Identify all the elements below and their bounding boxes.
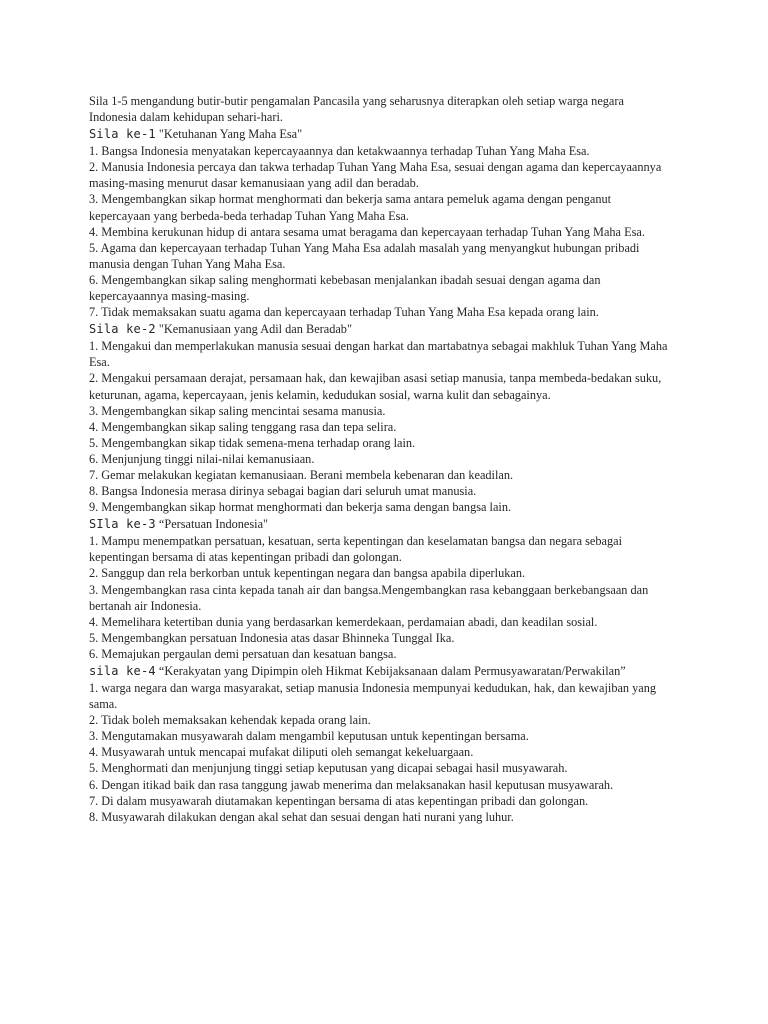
item-list [89, 338, 669, 515]
section-heading-title: “Kerakyatan yang Dipimpin oleh Hikmat Kebijaksanaan dalam Permusyawaratan/Perwakilan” [158, 664, 626, 678]
list-item: 3. Mengembangkan sikap hormat menghormati dan bekerja sama antara pemeluk agama dengan penganut kepercayaan yang berbeda-beda terhadap Tuhan Yang Maha Esa. [89, 192, 612, 223]
list-item: 2. Mengakui persamaan derajat, persamaan hak, dan kewajiban asasi setiap manusia, tanpa membeda-bedakan suku, keturunan, agama, kepercayaan, jenis kelamin, kedudukan sosial, warna kulit dan sebagainya. [89, 371, 662, 402]
list-item: 3. Mengembangkan rasa cinta kepada tanah air dan bangsa.Mengembangkan rasa kebanggaan berkebangsaan dan bertanah air Indonesia. [89, 582, 649, 613]
list-item: 5. Mengembangkan sikap tidak semena-mena terhadap orang lain. [89, 435, 416, 450]
intro-paragraph: Sila 1-5 mengandung butir-butir pengamalan Pancasila yang seharusnya diterapkan oleh setiap warga negara Indonesia dalam kehidupan sehari-hari. [89, 94, 624, 125]
section-heading-prefix: SIla ke-3 [89, 517, 156, 532]
list-item: 7. Tidak memaksakan suatu agama dan kepercayaan terhadap Tuhan Yang Maha Esa kepada orang lain. [89, 305, 599, 320]
list-item: 2. Sanggup dan rela berkorban untuk kepentingan negara dan bangsa apabila diperlukan. [89, 566, 526, 581]
section-heading-prefix: Sila ke-2 [89, 322, 156, 337]
section-heading [89, 320, 669, 338]
list-item: 3. Mengutamakan musyawarah dalam mengambil keputusan untuk kepentingan bersama. [89, 729, 529, 744]
list-item: 4. Memelihara ketertiban dunia yang berdasarkan kemerdekaan, perdamaian abadi, dan keadilan sosial. [89, 614, 598, 629]
section-heading [89, 125, 669, 143]
list-item: 1. Mengakui dan memperlakukan manusia sesuai dengan harkat dan martabatnya sebagai makhluk Tuhan Yang Maha Esa. [89, 339, 668, 370]
section-sila-2 [89, 320, 669, 515]
section-sila-1 [89, 125, 669, 320]
item-list [89, 533, 669, 662]
section-heading [89, 662, 669, 680]
list-item: 7. Gemar melakukan kegiatan kemanusiaan. Berani membela kebenaran dan keadilan. [89, 467, 514, 482]
section-sila-3 [89, 515, 669, 662]
section-sila-4 [89, 662, 669, 825]
list-item: 6. Memajukan pergaulan demi persatuan dan kesatuan bangsa. [89, 646, 397, 661]
list-item: 1. Bangsa Indonesia menyatakan kepercayaannya dan ketakwaannya terhadap Tuhan Yang Maha Esa. [89, 144, 590, 159]
list-item: 2. Tidak boleh memaksakan kehendak kepada orang lain. [89, 713, 371, 728]
list-item: 8. Bangsa Indonesia merasa dirinya sebagai bagian dari seluruh umat manusia. [89, 484, 477, 499]
section-heading [89, 515, 669, 533]
list-item: 4. Musyawarah untuk mencapai mufakat diliputi oleh semangat kekeluargaan. [89, 745, 474, 760]
item-list [89, 143, 669, 320]
list-item: 8. Musyawarah dilakukan dengan akal sehat dan sesuai dengan hati nurani yang luhur. [89, 809, 514, 824]
section-heading-prefix: sila ke-4 [89, 664, 156, 678]
list-item: 1. Mampu menempatkan persatuan, kesatuan, serta kepentingan dan keselamatan bangsa dan negara sebagai kepentingan bersama di atas kepentingan pribadi dan golongan. [89, 534, 622, 565]
list-item: 9. Mengembangkan sikap hormat menghormati dan bekerja sama dengan bangsa lain. [89, 500, 512, 515]
list-item: 6. Dengan itikad baik dan rasa tanggung jawab menerima dan melaksanakan hasil keputusan musyawarah. [89, 777, 614, 792]
list-item: 7. Di dalam musyawarah diutamakan kepentingan bersama di atas kepentingan pribadi dan golongan. [89, 793, 589, 808]
list-item: 3. Mengembangkan sikap saling mencintai sesama manusia. [89, 403, 386, 418]
list-item: 2. Manusia Indonesia percaya dan takwa terhadap Tuhan Yang Maha Esa, sesuai dengan agama dan kepercayaannya masing-masing menurut dasar kemanusiaan yang adil dan beradab. [89, 160, 662, 191]
section-heading-prefix: Sila ke-1 [89, 127, 156, 142]
section-heading-title: "Ketuhanan Yang Maha Esa" [158, 127, 303, 142]
list-item: 4. Membina kerukunan hidup di antara sesama umat beragama dan kepercayaan terhadap Tuhan Yang Maha Esa. [89, 224, 645, 239]
list-item: 1. warga negara dan warga masyarakat, setiap manusia Indonesia mempunyai kedudukan, hak, dan kewajiban yang sama. [89, 681, 657, 712]
item-list [89, 680, 669, 825]
list-item: 6. Mengembangkan sikap saling menghormati kebebasan menjalankan ibadah sesuai dengan agama dan kepercayaannya masing-masing. [89, 272, 601, 304]
section-heading-title: "Kemanusiaan yang Adil dan Beradab" [158, 322, 352, 337]
document-page [89, 93, 669, 825]
list-item: 6. Menjunjung tinggi nilai-nilai kemanusiaan. [89, 451, 315, 466]
list-item: 5. Mengembangkan persatuan Indonesia atas dasar Bhinneka Tunggal Ika. [89, 630, 455, 645]
section-heading-title: “Persatuan Indonesia" [158, 517, 269, 532]
list-item: 5. Agama dan kepercayaan terhadap Tuhan Yang Maha Esa adalah masalah yang menyangkut hubungan pribadi manusia dengan Tuhan Yang Maha Esa. [89, 240, 640, 271]
list-item: 5. Menghormati dan menjunjung tinggi setiap keputusan yang dicapai sebagai hasil musyawarah. [89, 761, 568, 776]
list-item: 4. Mengembangkan sikap saling tenggang rasa dan tepa selira. [89, 419, 397, 434]
